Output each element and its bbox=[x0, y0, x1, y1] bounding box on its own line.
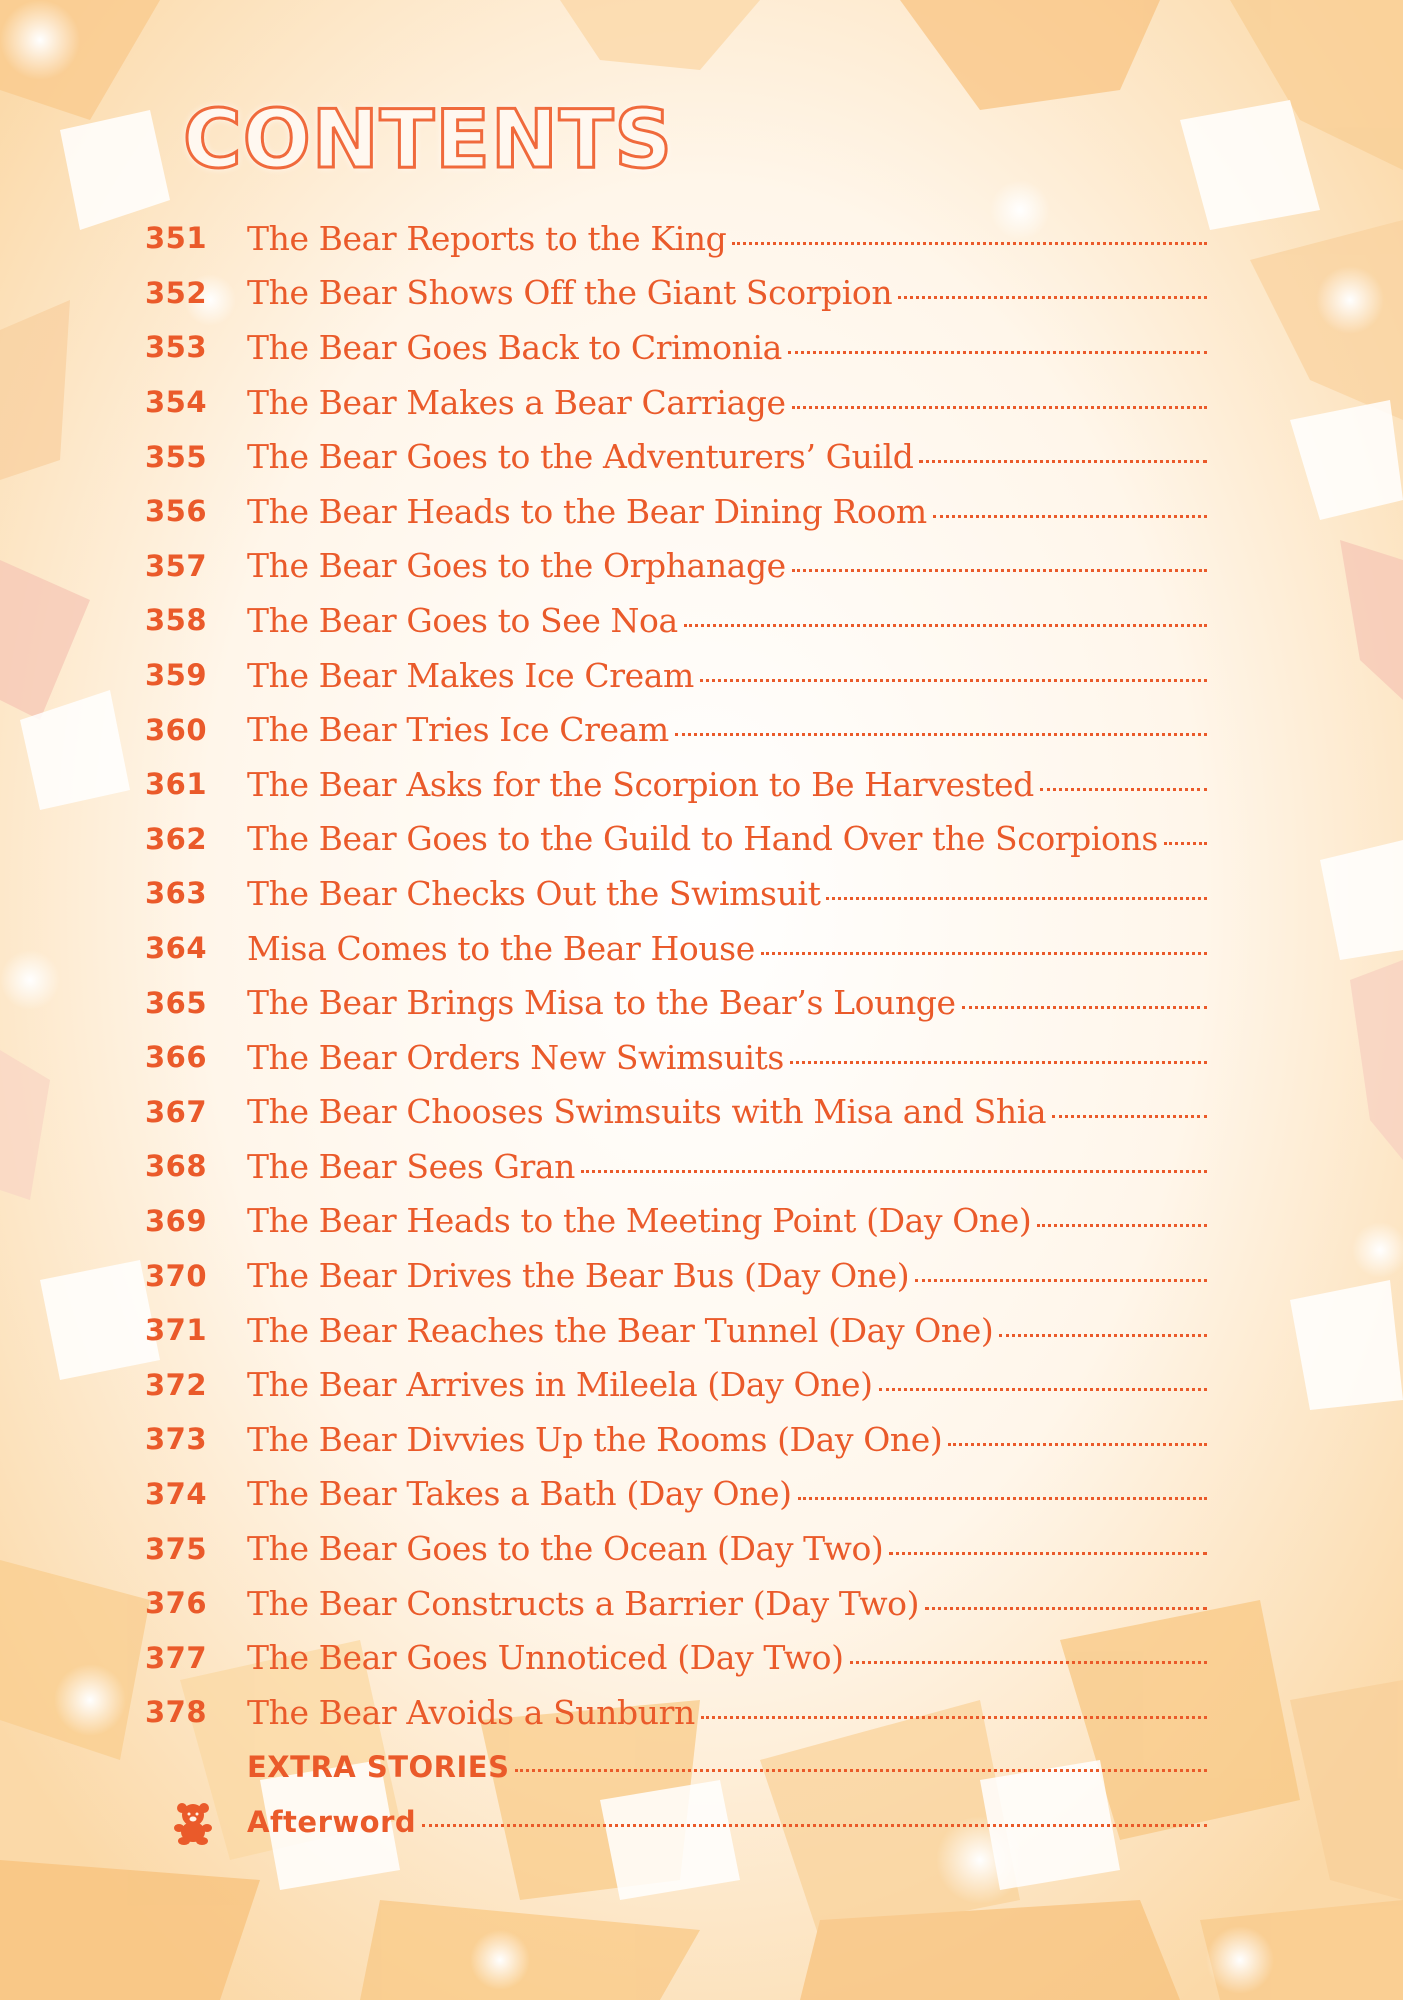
chapter-title: The Bear Goes to the Ocean (Day Two) bbox=[247, 1529, 884, 1569]
chapter-title: The Bear Constructs a Barrier (Day Two) bbox=[247, 1583, 920, 1623]
toc-entry[interactable] bbox=[0, 1412, 1403, 1467]
chapter-number: 374 bbox=[145, 1476, 208, 1511]
chapter-title: The Bear Tries Ice Cream bbox=[247, 710, 669, 750]
toc-entry-line bbox=[247, 1750, 1207, 1784]
chapter-number: 366 bbox=[145, 1040, 208, 1075]
toc-entry-line bbox=[247, 874, 1207, 913]
page-title: CONTENTS bbox=[183, 93, 674, 186]
toc-entry[interactable] bbox=[0, 484, 1403, 539]
toc-entry-line bbox=[247, 1638, 1207, 1677]
chapter-number: 354 bbox=[145, 385, 208, 420]
dot-leader bbox=[1037, 1224, 1207, 1227]
chapter-title: The Bear Sees Gran bbox=[247, 1146, 575, 1186]
dot-leader bbox=[925, 1607, 1207, 1610]
toc-entry[interactable] bbox=[0, 1685, 1403, 1740]
chapter-number: 363 bbox=[145, 876, 208, 911]
chapter-number: 368 bbox=[145, 1149, 208, 1184]
dot-leader bbox=[581, 1170, 1207, 1173]
toc-entry-line bbox=[247, 1092, 1207, 1131]
toc-entry[interactable] bbox=[0, 975, 1403, 1030]
dot-leader bbox=[700, 679, 1207, 682]
toc-entry-line bbox=[247, 1693, 1207, 1732]
chapter-title: The Bear Drives the Bear Bus (Day One) bbox=[247, 1256, 910, 1296]
chapter-title: Misa Comes to the Bear House bbox=[247, 928, 755, 968]
dot-leader bbox=[879, 1388, 1207, 1391]
dot-leader bbox=[515, 1769, 1207, 1772]
chapter-title: The Bear Heads to the Bear Dining Room bbox=[247, 491, 927, 531]
toc-entry[interactable] bbox=[0, 1194, 1403, 1249]
toc-entry-line bbox=[247, 1147, 1207, 1186]
dot-leader bbox=[889, 1552, 1207, 1555]
dot-leader bbox=[732, 242, 1207, 245]
chapter-title: The Bear Takes a Bath (Day One) bbox=[247, 1474, 792, 1514]
toc-entry[interactable] bbox=[0, 1303, 1403, 1358]
toc-entry[interactable] bbox=[0, 1467, 1403, 1522]
dot-leader bbox=[850, 1661, 1207, 1664]
chapter-title: The Bear Checks Out the Swimsuit bbox=[247, 873, 821, 913]
toc-entry-line bbox=[247, 1256, 1207, 1295]
toc-entry[interactable] bbox=[0, 211, 1403, 266]
bear-icon bbox=[171, 1801, 215, 1845]
toc-entry[interactable] bbox=[0, 1630, 1403, 1685]
chapter-number: 355 bbox=[145, 439, 208, 474]
chapter-title: The Bear Chooses Swimsuits with Misa and Shia bbox=[247, 1092, 1047, 1132]
chapter-number: 371 bbox=[145, 1313, 208, 1348]
toc-entry[interactable] bbox=[0, 702, 1403, 757]
dot-leader bbox=[962, 1006, 1207, 1009]
toc-entry-line bbox=[247, 1311, 1207, 1350]
toc-entry[interactable] bbox=[0, 1521, 1403, 1576]
dot-leader bbox=[684, 624, 1207, 627]
chapter-title: The Bear Goes to See Noa bbox=[247, 600, 678, 640]
chapter-title: The Bear Goes Unnoticed (Day Two) bbox=[247, 1638, 844, 1678]
dot-leader bbox=[792, 406, 1207, 409]
toc-entry-line bbox=[247, 983, 1207, 1022]
toc-entry-line bbox=[247, 1365, 1207, 1404]
toc-entry-line bbox=[247, 1201, 1207, 1240]
chapter-title: The Bear Asks for the Scorpion to Be Harvested bbox=[247, 764, 1034, 804]
chapter-number: 376 bbox=[145, 1586, 208, 1621]
toc-entry[interactable] bbox=[0, 866, 1403, 921]
chapter-number: 351 bbox=[145, 221, 208, 256]
toc-entry[interactable] bbox=[0, 375, 1403, 430]
toc-entry[interactable] bbox=[0, 812, 1403, 867]
chapter-number: 367 bbox=[145, 1094, 208, 1129]
toc-entry-line bbox=[247, 929, 1207, 968]
toc-entry-line bbox=[247, 601, 1207, 640]
toc-entry-line bbox=[247, 1474, 1207, 1513]
chapter-number: 369 bbox=[145, 1203, 208, 1238]
chapter-number: 361 bbox=[145, 767, 208, 802]
toc-entry[interactable] bbox=[0, 757, 1403, 812]
toc-entry[interactable] bbox=[0, 1139, 1403, 1194]
chapter-number: 372 bbox=[145, 1367, 208, 1402]
chapter-title: The Bear Reports to the King bbox=[247, 218, 727, 258]
toc-entry[interactable] bbox=[0, 539, 1403, 594]
dot-leader bbox=[675, 733, 1207, 736]
toc-entry-afterword[interactable] bbox=[0, 1794, 1403, 1849]
chapter-number: 378 bbox=[145, 1695, 208, 1730]
chapter-title: The Bear Orders New Swimsuits bbox=[247, 1037, 784, 1077]
chapter-number: 353 bbox=[145, 330, 208, 365]
toc-entry[interactable] bbox=[0, 320, 1403, 375]
dot-leader bbox=[422, 1824, 1207, 1827]
toc-entry-line bbox=[247, 492, 1207, 531]
dot-leader bbox=[788, 351, 1207, 354]
dot-leader bbox=[898, 296, 1207, 299]
chapter-title: The Bear Goes to the Orphanage bbox=[247, 546, 786, 586]
dot-leader bbox=[701, 1716, 1207, 1719]
toc-entry-line bbox=[247, 219, 1207, 258]
chapter-title: The Bear Brings Misa to the Bear’s Lounge bbox=[247, 983, 956, 1023]
chapter-number: 359 bbox=[145, 658, 208, 693]
extra-stories-label: EXTRA STORIES bbox=[247, 1749, 510, 1784]
toc-entry[interactable] bbox=[0, 648, 1403, 703]
toc-entry-line bbox=[247, 328, 1207, 367]
dot-leader bbox=[915, 1279, 1207, 1282]
dot-leader bbox=[919, 460, 1207, 463]
chapter-number: 377 bbox=[145, 1640, 208, 1675]
dot-leader bbox=[948, 1443, 1207, 1446]
toc-entry-extra-stories[interactable] bbox=[0, 1740, 1403, 1795]
dot-leader bbox=[933, 515, 1207, 518]
chapter-number: 362 bbox=[145, 821, 208, 856]
toc-entry-line bbox=[247, 437, 1207, 476]
dot-leader bbox=[1052, 1115, 1207, 1118]
table-of-contents bbox=[0, 211, 1403, 1849]
dot-leader bbox=[798, 1497, 1207, 1500]
toc-entry-line bbox=[247, 1584, 1207, 1623]
chapter-title: The Bear Heads to the Meeting Point (Day One) bbox=[247, 1201, 1032, 1241]
chapter-number: 375 bbox=[145, 1531, 208, 1566]
toc-entry-line bbox=[247, 1529, 1207, 1568]
toc-entry[interactable] bbox=[0, 593, 1403, 648]
toc-entry-line bbox=[247, 546, 1207, 585]
chapter-number: 357 bbox=[145, 548, 208, 583]
dot-leader bbox=[999, 1334, 1207, 1337]
toc-entry[interactable] bbox=[0, 1030, 1403, 1085]
dot-leader bbox=[1040, 788, 1207, 791]
toc-entry-line bbox=[247, 710, 1207, 749]
dot-leader bbox=[790, 1061, 1207, 1064]
toc-entry[interactable] bbox=[0, 1576, 1403, 1631]
chapter-number: 352 bbox=[145, 275, 208, 310]
toc-entry[interactable] bbox=[0, 266, 1403, 321]
chapter-number: 364 bbox=[145, 931, 208, 966]
dot-leader bbox=[826, 897, 1207, 900]
toc-entry-line bbox=[247, 383, 1207, 422]
chapter-title: The Bear Makes a Bear Carriage bbox=[247, 382, 786, 422]
dot-leader bbox=[761, 952, 1207, 955]
chapter-title: The Bear Goes Back to Crimonia bbox=[247, 327, 782, 367]
chapter-title: The Bear Avoids a Sunburn bbox=[247, 1692, 695, 1732]
toc-entry-line bbox=[247, 656, 1207, 695]
chapter-title: The Bear Divvies Up the Rooms (Day One) bbox=[247, 1419, 943, 1459]
chapter-title: The Bear Goes to the Guild to Hand Over the Scorpions bbox=[247, 819, 1158, 859]
toc-entry[interactable] bbox=[0, 1248, 1403, 1303]
toc-entry-line bbox=[247, 819, 1207, 858]
toc-entry-line bbox=[247, 273, 1207, 312]
chapter-number: 358 bbox=[145, 603, 208, 638]
dot-leader bbox=[792, 569, 1207, 572]
chapter-number: 365 bbox=[145, 985, 208, 1020]
chapter-title: The Bear Reaches the Bear Tunnel (Day One) bbox=[247, 1310, 994, 1350]
dot-leader bbox=[1164, 842, 1207, 845]
toc-entry[interactable] bbox=[0, 921, 1403, 976]
chapter-title: The Bear Goes to the Adventurers’ Guild bbox=[247, 437, 914, 477]
chapter-title: The Bear Makes Ice Cream bbox=[247, 655, 694, 695]
chapter-number: 373 bbox=[145, 1422, 208, 1457]
chapter-number: 356 bbox=[145, 494, 208, 529]
toc-entry-line bbox=[247, 1038, 1207, 1077]
chapter-title: The Bear Shows Off the Giant Scorpion bbox=[247, 273, 893, 313]
afterword-label: Afterword bbox=[247, 1804, 417, 1839]
toc-entry-line bbox=[247, 765, 1207, 804]
chapter-title: The Bear Arrives in Mileela (Day One) bbox=[247, 1365, 873, 1405]
chapter-number: 360 bbox=[145, 712, 208, 747]
toc-entry[interactable] bbox=[0, 1357, 1403, 1412]
toc-entry-line bbox=[247, 1805, 1207, 1839]
toc-entry[interactable] bbox=[0, 1085, 1403, 1140]
toc-entry-line bbox=[247, 1420, 1207, 1459]
toc-entry[interactable] bbox=[0, 429, 1403, 484]
chapter-number: 370 bbox=[145, 1258, 208, 1293]
